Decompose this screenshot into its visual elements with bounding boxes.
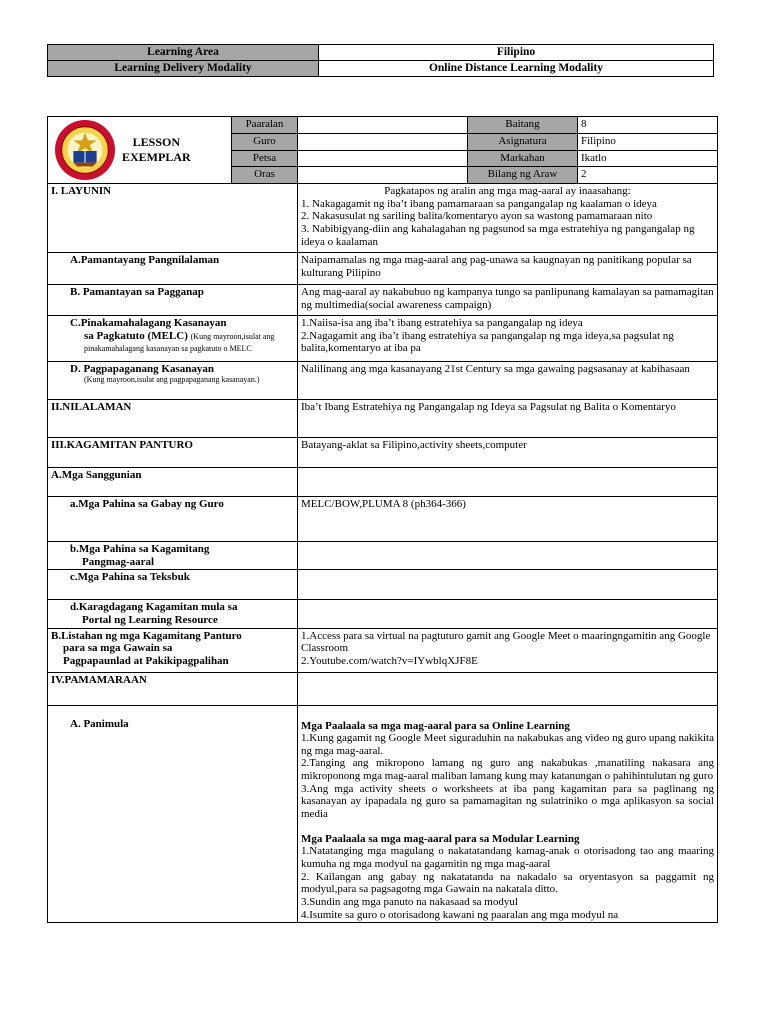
teksbuk-value	[298, 570, 718, 600]
online-learning-heading: Mga Paalaala sa mga mag-aaral para sa Online Learning	[301, 719, 570, 732]
pagpapaganang-label-cell	[48, 362, 298, 400]
melc-value-a: 1.Naiisa-isa ang iba’t ibang estratehiya sa pangangalap ng ideya	[301, 317, 583, 329]
field-value-paaralan	[298, 117, 468, 134]
field-value-bilang-ng-araw: 2	[578, 167, 718, 184]
learning-area-label: Learning Area	[48, 45, 319, 61]
online-item: 3.Ang mga activity sheets o worksheets at iba pang kagamitan para sa paglinang ng kasanayan ay ipapadala ng guro sa pamamagitan ng sulatriniko o mga aplikasyon sa social media	[301, 782, 714, 821]
field-label-baitang: Baitang	[468, 117, 578, 134]
field-label-oras: Oras	[232, 167, 298, 184]
pamamaraan-label: IV.PAMAMARAAN	[48, 672, 298, 705]
pamantayan-pagganap-value: Ang mag-aaral ay nakabubuo ng kampanya tungo sa panlipunang kamalayan sa pamamagitan ng multimedia(social awareness campaign)	[298, 285, 718, 316]
karagdagan-label-a: d.Karagdagang Kagamitan mula sa	[70, 601, 238, 614]
listahan-value-a: 1.Access para sa virtual na pagtuturo gamit ang Google Meet o maaringngamitin ang Google Classroom	[301, 629, 711, 655]
pamamaraan-value	[298, 672, 718, 705]
karagdagang-kagamitan-value	[298, 600, 718, 628]
melc-label-a: C.Pinakamahalagang Kasanayan	[70, 317, 227, 329]
field-label-petsa: Petsa	[232, 150, 298, 167]
learning-area-value: Filipino	[319, 45, 714, 61]
listahan-value	[298, 628, 718, 672]
layunin-item: 1. Nakagagamit ng iba’t ibang pamamaraan sa pangangalap ng kaalaman o ideya	[301, 197, 657, 210]
layunin-label: I. LAYUNIN	[48, 184, 298, 253]
pangmag-label-b: Pangmag-aaral	[82, 555, 155, 568]
teksbuk-label: c.Mga Pahina sa Teksbuk	[48, 570, 298, 600]
pangmag-label-a: b.Mga Pahina sa Kagamitang	[70, 543, 210, 555]
lesson-exemplar-table	[47, 116, 718, 923]
title-line-2: EXEMPLAR	[122, 150, 191, 164]
panimula-content	[298, 705, 718, 923]
layunin-item: 3. Nabibigyang-diin ang kahalagahan ng pagsunod sa mga estratehiya ng pangangalap ng ideya o kaalaman	[301, 222, 695, 248]
layunin-content	[298, 184, 718, 253]
panimula-label: A. Panimula	[48, 705, 298, 923]
pagpapaganang-value: Nalilinang ang mga kasanayang 21st Century sa mga gawaing pagsasanay at kabihasaan	[298, 362, 718, 400]
lesson-exemplar-title	[122, 135, 191, 165]
gabay-ng-guro-value: MELC/BOW,PLUMA 8 (ph364-366)	[298, 497, 718, 542]
sanggunian-label: A.Mga Sanggunian	[48, 468, 298, 497]
field-label-markahan: Markahan	[468, 150, 578, 167]
pagpapaganang-label: D. Pagpapaganang Kasanayan	[70, 363, 214, 375]
field-label-bilang-ng-araw: Bilang ng Araw	[468, 167, 578, 184]
karagdagan-label-b: Portal ng Learning Resource	[82, 613, 218, 626]
modular-learning-heading: Mga Paalaala sa mga mag-aaral para sa Modular Learning	[301, 832, 580, 845]
online-item: 2.Tanging ang mikropono lamang ng guro ang nakabukas ,manatiling nakasara ang mikroponong mga mag-aaral maliban lamang kung may katanungan o pahihintulutan ng guro	[301, 757, 714, 783]
karagdagang-kagamitan-label	[48, 600, 298, 628]
modular-item: 2. Kailangan ang gabay ng nakatatanda na nakadalo sa oryentasyon sa paggamit ng modyul,para sa pagsagotng mga Gawain na nakatala ditto.	[301, 870, 714, 896]
kagamitan-panturo-value: Batayang-aklat sa Filipino,activity sheets,computer	[298, 438, 718, 468]
pamantayan-pagganap-label: B. Pamantayan sa Pagganap	[48, 285, 298, 316]
online-item: 1.Kung gagamit ng Google Meet siguraduhin na nakabukas ang video ng guro upang nakikita ng mga mag-aaral.	[301, 732, 714, 757]
modular-item: 3.Sundin ang mga panuto na nakasaad sa modyul	[301, 895, 518, 908]
delivery-modality-label: Learning Delivery Modality	[48, 61, 319, 77]
field-label-guro: Guro	[232, 133, 298, 150]
melc-value-b: 2.Nagagamit ang iba’t ibang estratehiya sa pangangalap ng mga ideya,sa pagsulat ng balita,komentaryo at iba pa	[301, 329, 674, 355]
pamantayang-pangnilalaman-value: Naipamamalas ng mga mag-aaral ang pag-unawa sa kaugnayan ng panitikang popular sa kulturang Pilipino	[298, 253, 718, 285]
listahan-label-c: Pagpapaunlad at Pakikipagpalihan	[63, 654, 229, 667]
field-label-paaralan: Paaralan	[232, 117, 298, 134]
listahan-youtube-link: 2.Youtube.com/watch?v=IYwblqXJF8E	[301, 654, 478, 667]
exemplar-title-cell	[48, 117, 232, 184]
field-label-asignatura: Asignatura	[468, 133, 578, 150]
pagpapaganang-note: (Kung mayroon,isulat ang pagpapaganang kasanayan.)	[84, 374, 260, 384]
sanggunian-value	[298, 468, 718, 497]
listahan-label	[48, 628, 298, 672]
melc-label-b: sa Pagkatuto (MELC)	[84, 329, 188, 342]
kagamitang-pangmag-aaral-value	[298, 542, 718, 570]
deped-seal-icon	[54, 119, 116, 181]
melc-label-cell	[48, 316, 298, 362]
layunin-intro: Pagkatapos ng aralin ang mga mag-aaral ay inaasahang:	[384, 185, 631, 197]
kagamitan-panturo-label: III.KAGAMITAN PANTURO	[48, 438, 298, 468]
modular-item: 4.Isumite sa guro o otorisadong kawani ng paaralan ang mga modyul na	[301, 908, 619, 921]
field-value-markahan: Ikatlo	[578, 150, 718, 167]
field-value-asignatura: Filipino	[578, 133, 718, 150]
title-line-1: LESSON	[132, 135, 181, 149]
layunin-item: 2. Nakasusulat ng sariling balita/komentaryo ayon sa wastong pamamaraan nito	[301, 210, 653, 223]
pamantayang-pangnilalaman-label: A.Pamantayang Pangnilalaman	[48, 253, 298, 285]
field-value-guro	[298, 133, 468, 150]
melc-value-cell	[298, 316, 718, 362]
delivery-modality-value: Online Distance Learning Modality	[319, 61, 714, 77]
nilalaman-label: II.NILALAMAN	[48, 400, 298, 438]
nilalaman-value: Iba’t Ibang Estratehiya ng Pangangalap ng Ideya sa Pagsulat ng Balita o Komentaryo	[298, 400, 718, 438]
melc-note: (Kung mayroon,isulat ang pinakamahalagang kasanayan sa pagkatuto o MELC	[84, 331, 275, 354]
modular-item: 1.Natatanging mga magulang o nakatatandang kamag-anak o otorisadong tao ang maaring kumuha ng mga modyul na gagamitin ng mga mag-aaral	[301, 845, 714, 870]
field-value-petsa	[298, 150, 468, 167]
listahan-label-b: para sa mga Gawain sa	[63, 642, 173, 655]
listahan-label-a: B.Listahan ng mga Kagamitang Panturo	[51, 629, 242, 642]
field-value-oras	[298, 167, 468, 184]
field-value-baitang: 8	[578, 117, 718, 134]
gabay-ng-guro-label: a.Mga Pahina sa Gabay ng Guro	[48, 497, 298, 542]
kagamitang-pangmag-aaral-label	[48, 542, 298, 570]
header-table	[47, 44, 714, 77]
